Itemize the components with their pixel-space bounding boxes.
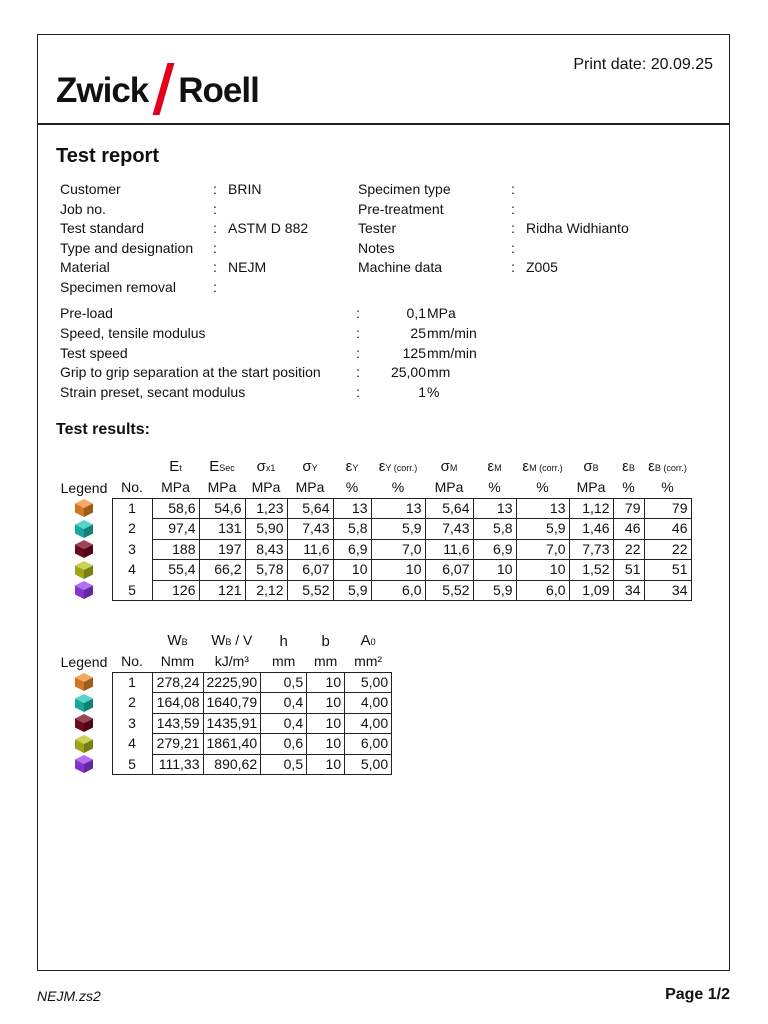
table-cell: 79 bbox=[644, 498, 691, 519]
legend-cube-icon bbox=[74, 580, 94, 600]
column-symbol-subscript: B bbox=[628, 463, 635, 473]
column-symbol-main: σ bbox=[440, 458, 450, 475]
table-cell: 0,5 bbox=[261, 754, 307, 775]
param-value: 25 bbox=[410, 324, 426, 341]
column-unit: % bbox=[536, 479, 549, 496]
column-symbol-main: E bbox=[169, 458, 180, 475]
table-header-symbols bbox=[56, 631, 392, 652]
info-label: Notes bbox=[358, 239, 395, 256]
table-cell: 51 bbox=[613, 560, 644, 581]
column-symbol-subscript: x1 bbox=[265, 463, 276, 473]
info-label: Specimen type bbox=[358, 181, 451, 197]
table-cell: 126 bbox=[152, 580, 199, 601]
row-number: 3 bbox=[112, 539, 152, 560]
column-symbol-main: h bbox=[279, 633, 288, 650]
legend-cell bbox=[56, 754, 112, 775]
table-cell: 143,59 bbox=[152, 713, 203, 734]
legend-cell bbox=[56, 713, 112, 734]
info-label: Pre-treatment bbox=[358, 200, 444, 217]
column-unit: % bbox=[661, 479, 674, 496]
column-symbol-subscript: 0 bbox=[370, 637, 376, 647]
column-symbol bbox=[245, 457, 287, 478]
legend-cube-icon bbox=[74, 754, 94, 774]
column-symbol-subscript: Y bbox=[352, 463, 359, 473]
row-number: 2 bbox=[112, 519, 152, 540]
table-cell: 1,46 bbox=[569, 519, 613, 540]
column-symbol-subscript: B bbox=[592, 463, 599, 473]
table-cell: 10 bbox=[516, 560, 569, 581]
column-unit: % bbox=[622, 479, 635, 496]
column-symbol-main: σ bbox=[256, 458, 266, 475]
column-unit: MPa bbox=[434, 479, 464, 496]
table-header-units bbox=[56, 478, 691, 498]
column-symbol-main: σ bbox=[302, 458, 312, 475]
report-header bbox=[38, 35, 729, 125]
column-symbol-subscript: M bbox=[449, 463, 458, 473]
table-cell: 6,0 bbox=[371, 580, 425, 601]
param-value: 1 bbox=[418, 384, 426, 401]
info-colon: : bbox=[511, 200, 515, 217]
table-cell: 10 bbox=[307, 672, 345, 693]
column-unit: mm² bbox=[354, 653, 383, 670]
table-row bbox=[56, 560, 691, 581]
table-cell: 4,00 bbox=[345, 693, 392, 714]
column-unit: mm bbox=[313, 653, 338, 670]
table-cell: 197 bbox=[199, 539, 245, 560]
param-colon: : bbox=[356, 305, 360, 321]
logo-text-zwick: Zwick bbox=[56, 71, 149, 110]
table-cell: 10 bbox=[307, 754, 345, 775]
param-label: Grip to grip separation at the start position bbox=[60, 364, 321, 381]
table-row bbox=[56, 713, 392, 734]
info-colon: : bbox=[213, 259, 217, 276]
table-cell: 278,24 bbox=[152, 672, 203, 693]
table-cell: 51 bbox=[644, 560, 691, 581]
column-symbol-main: ε bbox=[648, 458, 655, 475]
table-cell: 8,43 bbox=[245, 539, 287, 560]
legend-cell bbox=[56, 519, 112, 540]
column-symbol-main: ε bbox=[345, 458, 353, 475]
print-date: Print date: 20.09.25 bbox=[573, 56, 713, 73]
table-cell: 6,0 bbox=[516, 580, 569, 601]
legend-cell bbox=[56, 734, 112, 755]
table-cell: 5,9 bbox=[333, 580, 371, 601]
info-label: Type and designation bbox=[60, 239, 194, 256]
param-value: 125 bbox=[402, 344, 426, 361]
column-symbol bbox=[371, 457, 425, 478]
param-unit: mm/min bbox=[427, 324, 477, 341]
legend-cube-icon bbox=[74, 693, 94, 713]
param-value: 0,1 bbox=[406, 305, 426, 321]
table-cell: 10 bbox=[307, 734, 345, 755]
table-cell: 54,6 bbox=[199, 498, 245, 519]
table-cell: 1,23 bbox=[245, 498, 287, 519]
column-symbol bbox=[345, 631, 392, 652]
table-cell: 6,9 bbox=[333, 539, 371, 560]
legend-cell bbox=[56, 498, 112, 519]
legend-cell bbox=[56, 580, 112, 601]
table-cell: 5,00 bbox=[345, 672, 392, 693]
column-symbol-main: E bbox=[209, 458, 220, 475]
table-cell: 4,00 bbox=[345, 713, 392, 734]
column-symbol-subscript: M bbox=[494, 463, 502, 473]
table-cell: 1640,79 bbox=[203, 693, 261, 714]
column-symbol-subscript: Sec bbox=[219, 463, 235, 473]
column-unit: MPa bbox=[576, 479, 606, 496]
legend-cube-icon bbox=[74, 519, 94, 539]
column-symbol-main: ε bbox=[378, 458, 386, 475]
header-blank bbox=[112, 631, 152, 652]
column-unit: % bbox=[391, 479, 405, 496]
column-unit: MPa bbox=[251, 479, 281, 496]
header-blank bbox=[56, 631, 112, 652]
table-cell: 5,9 bbox=[473, 580, 516, 601]
legend-cube-icon bbox=[74, 713, 94, 733]
table-cell: 13 bbox=[371, 498, 425, 519]
row-number: 4 bbox=[112, 560, 152, 581]
param-label: Test speed bbox=[60, 344, 128, 361]
table-cell: 5,8 bbox=[333, 519, 371, 540]
column-symbol-main: W bbox=[167, 632, 182, 649]
column-unit: MPa bbox=[295, 479, 325, 496]
table-cell: 10 bbox=[333, 560, 371, 581]
info-label: Job no. bbox=[60, 200, 106, 217]
table-cell: 1,12 bbox=[569, 498, 613, 519]
column-symbol bbox=[644, 457, 691, 478]
column-symbol bbox=[287, 457, 333, 478]
table-cell: 7,0 bbox=[516, 539, 569, 560]
legend-cell bbox=[56, 693, 112, 714]
footer-page-number: Page 1/2 bbox=[665, 986, 730, 1003]
table-row bbox=[56, 672, 392, 693]
param-colon: : bbox=[356, 344, 360, 361]
info-colon: : bbox=[511, 239, 515, 256]
row-number: 5 bbox=[112, 580, 152, 601]
column-symbol-subscript: Y (corr.) bbox=[385, 463, 418, 473]
no-header: No. bbox=[121, 653, 143, 670]
header-blank bbox=[56, 457, 112, 478]
results-title: Test results: bbox=[56, 421, 150, 438]
table-cell: 10 bbox=[371, 560, 425, 581]
info-label: Tester bbox=[358, 220, 397, 237]
legend-cell bbox=[56, 560, 112, 581]
results-table-1 bbox=[56, 457, 692, 601]
column-unit: mm bbox=[271, 653, 296, 670]
column-symbol bbox=[613, 457, 644, 478]
column-symbol-main: σ bbox=[583, 458, 593, 475]
row-number: 1 bbox=[112, 672, 152, 693]
legend-header: Legend bbox=[60, 479, 108, 496]
table-row bbox=[56, 580, 691, 601]
info-colon: : bbox=[213, 220, 217, 237]
table-cell: 6,00 bbox=[345, 734, 392, 755]
param-colon: : bbox=[356, 324, 360, 341]
table-cell: 1435,91 bbox=[203, 713, 261, 734]
row-number: 1 bbox=[112, 498, 152, 519]
table-cell: 5,78 bbox=[245, 560, 287, 581]
table-cell: 0,6 bbox=[261, 734, 307, 755]
column-symbol-main: ε bbox=[487, 458, 495, 475]
table-cell: 5,52 bbox=[425, 580, 473, 601]
table-cell: 1,09 bbox=[569, 580, 613, 601]
column-symbol bbox=[199, 457, 245, 478]
column-symbol-main: W bbox=[211, 632, 226, 649]
table-cell: 1,52 bbox=[569, 560, 613, 581]
info-label: Customer bbox=[60, 181, 121, 197]
column-symbol-main: ε bbox=[622, 458, 629, 475]
table-cell: 34 bbox=[644, 580, 691, 601]
column-unit: % bbox=[488, 479, 501, 496]
info-label: Test standard bbox=[60, 220, 145, 237]
column-symbol bbox=[152, 631, 203, 652]
row-number: 2 bbox=[112, 693, 152, 714]
column-symbol-suffix: / V bbox=[231, 632, 253, 648]
header-blank bbox=[112, 457, 152, 478]
info-colon: : bbox=[213, 279, 217, 295]
table-cell: 13 bbox=[516, 498, 569, 519]
column-symbol bbox=[261, 631, 307, 652]
results-table-2 bbox=[56, 631, 392, 775]
column-unit: MPa bbox=[161, 479, 190, 496]
column-symbol-subscript: B (corr.) bbox=[654, 463, 687, 473]
row-number: 3 bbox=[112, 713, 152, 734]
column-symbol bbox=[307, 631, 345, 652]
param-label: Strain preset, secant modulus bbox=[60, 384, 246, 401]
table-cell: 0,5 bbox=[261, 672, 307, 693]
legend-header: Legend bbox=[60, 653, 108, 670]
param-unit: % bbox=[427, 384, 440, 401]
table-cell: 6,9 bbox=[473, 539, 516, 560]
column-unit: Nmm bbox=[160, 653, 195, 670]
table-cell: 13 bbox=[333, 498, 371, 519]
table-cell: 111,33 bbox=[152, 754, 203, 775]
column-symbol-subscript: B bbox=[181, 637, 188, 647]
info-label: Specimen removal bbox=[60, 279, 176, 295]
table-cell: 11,6 bbox=[287, 539, 333, 560]
legend-cube-icon bbox=[74, 498, 94, 518]
table-cell: 279,21 bbox=[152, 734, 203, 755]
info-value: Ridha Widhianto bbox=[526, 220, 629, 237]
column-unit: kJ/m³ bbox=[214, 653, 249, 670]
table-cell: 6,07 bbox=[287, 560, 333, 581]
param-unit: MPa bbox=[427, 305, 456, 321]
table-cell: 46 bbox=[613, 519, 644, 540]
table-cell: 97,4 bbox=[152, 519, 199, 540]
table-cell: 22 bbox=[613, 539, 644, 560]
table-cell: 5,9 bbox=[516, 519, 569, 540]
table-cell: 5,9 bbox=[371, 519, 425, 540]
column-symbol-main: b bbox=[321, 633, 330, 650]
table-header-units bbox=[56, 652, 392, 672]
table-cell: 890,62 bbox=[203, 754, 261, 775]
param-unit: mm bbox=[427, 364, 451, 381]
info-colon: : bbox=[511, 220, 515, 237]
table-cell: 164,08 bbox=[152, 693, 203, 714]
legend-cube-icon bbox=[74, 539, 94, 559]
table-cell: 6,07 bbox=[425, 560, 473, 581]
table-cell: 7,43 bbox=[287, 519, 333, 540]
no-header: No. bbox=[121, 479, 143, 496]
table-cell: 1861,40 bbox=[203, 734, 261, 755]
info-colon: : bbox=[213, 181, 217, 197]
info-value: NEJM bbox=[228, 259, 267, 276]
table-cell: 58,6 bbox=[152, 498, 199, 519]
table-cell: 7,0 bbox=[371, 539, 425, 560]
info-colon: : bbox=[213, 239, 217, 256]
column-symbol bbox=[516, 457, 569, 478]
info-colon: : bbox=[511, 181, 515, 197]
column-symbol-main: A bbox=[360, 632, 371, 649]
report-frame bbox=[37, 34, 730, 971]
column-symbol-subscript: Y bbox=[311, 463, 318, 473]
column-symbol bbox=[569, 457, 613, 478]
table-cell: 46 bbox=[644, 519, 691, 540]
table-row bbox=[56, 498, 691, 519]
legend-cell bbox=[56, 539, 112, 560]
column-unit: % bbox=[345, 479, 359, 496]
table-cell: 22 bbox=[644, 539, 691, 560]
table-cell: 66,2 bbox=[199, 560, 245, 581]
logo-text-roell: Roell bbox=[178, 71, 259, 110]
report-title: Test report bbox=[56, 145, 159, 167]
table-row bbox=[56, 539, 691, 560]
table-cell: 5,64 bbox=[425, 498, 473, 519]
table-cell: 10 bbox=[307, 693, 345, 714]
param-colon: : bbox=[356, 384, 360, 401]
table-cell: 2,12 bbox=[245, 580, 287, 601]
table-row bbox=[56, 519, 691, 540]
table-cell: 10 bbox=[473, 560, 516, 581]
table-cell: 0,4 bbox=[261, 713, 307, 734]
info-label: Machine data bbox=[358, 259, 443, 276]
table-cell: 79 bbox=[613, 498, 644, 519]
table-cell: 5,64 bbox=[287, 498, 333, 519]
table-cell: 188 bbox=[152, 539, 199, 560]
info-colon: : bbox=[511, 259, 515, 276]
column-symbol-main: ε bbox=[522, 458, 530, 475]
column-symbol-subscript: M (corr.) bbox=[529, 463, 563, 473]
table-cell: 11,6 bbox=[425, 539, 473, 560]
column-symbol bbox=[333, 457, 371, 478]
row-number: 5 bbox=[112, 754, 152, 775]
table-cell: 55,4 bbox=[152, 560, 199, 581]
footer-filename: NEJM.zs2 bbox=[37, 988, 101, 1004]
column-symbol-subscript: t bbox=[179, 463, 182, 473]
legend-cube-icon bbox=[74, 672, 94, 692]
logo-slash-icon bbox=[153, 63, 175, 115]
column-symbol-subscript: B bbox=[225, 637, 232, 647]
table-cell: 5,90 bbox=[245, 519, 287, 540]
param-colon: : bbox=[356, 364, 360, 381]
table-cell: 2225,90 bbox=[203, 672, 261, 693]
column-symbol bbox=[152, 457, 199, 478]
table-cell: 0,4 bbox=[261, 693, 307, 714]
table-cell: 13 bbox=[473, 498, 516, 519]
column-unit: MPa bbox=[207, 479, 237, 496]
legend-cell bbox=[56, 672, 112, 693]
info-value: ASTM D 882 bbox=[228, 220, 309, 237]
row-number: 4 bbox=[112, 734, 152, 755]
table-row bbox=[56, 693, 392, 714]
table-cell: 121 bbox=[199, 580, 245, 601]
table-row bbox=[56, 754, 392, 775]
info-label: Material bbox=[60, 259, 110, 276]
column-symbol bbox=[203, 631, 261, 652]
table-cell: 5,00 bbox=[345, 754, 392, 775]
column-symbol bbox=[425, 457, 473, 478]
table-cell: 34 bbox=[613, 580, 644, 601]
param-label: Pre-load bbox=[60, 305, 113, 321]
table-cell: 7,43 bbox=[425, 519, 473, 540]
legend-cube-icon bbox=[74, 560, 94, 580]
param-value: 25,00 bbox=[390, 364, 426, 381]
table-cell: 5,8 bbox=[473, 519, 516, 540]
table-row bbox=[56, 734, 392, 755]
zwickroell-logo bbox=[56, 71, 259, 111]
table-cell: 10 bbox=[307, 713, 345, 734]
param-label: Speed, tensile modulus bbox=[60, 324, 206, 341]
info-value: Z005 bbox=[526, 259, 558, 276]
legend-cube-icon bbox=[74, 734, 94, 754]
info-colon: : bbox=[213, 200, 217, 217]
table-header-symbols bbox=[56, 457, 691, 478]
info-value: BRIN bbox=[228, 181, 262, 197]
param-unit: mm/min bbox=[427, 344, 477, 361]
table-cell: 5,52 bbox=[287, 580, 333, 601]
table-cell: 7,73 bbox=[569, 539, 613, 560]
table-cell: 131 bbox=[199, 519, 245, 540]
column-symbol bbox=[473, 457, 516, 478]
